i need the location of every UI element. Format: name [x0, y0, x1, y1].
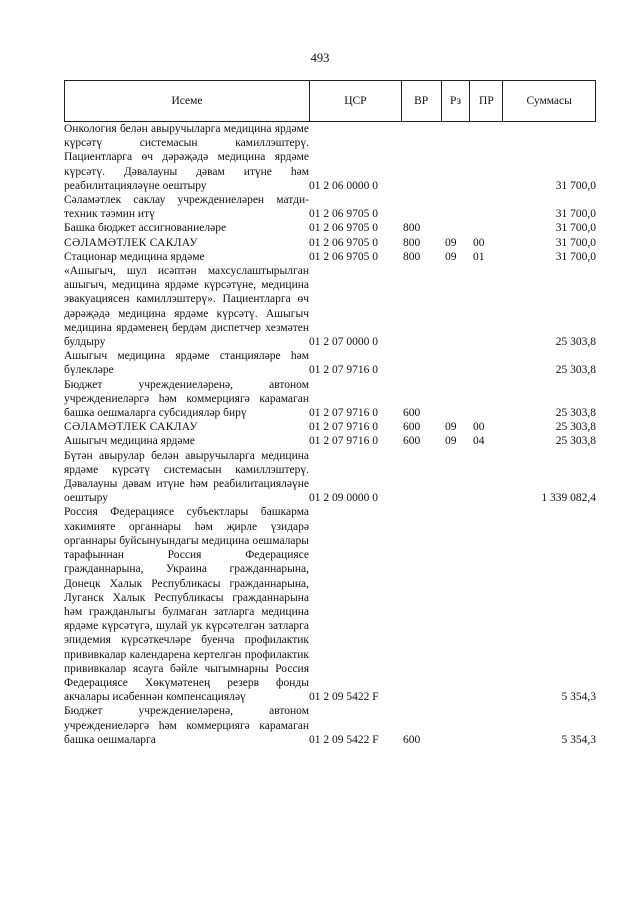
row-name: Сәламәтлек саклау учреждениеләрен матди-техник тәэмин итү [64, 194, 309, 221]
row-name: СӘЛАМӘТЛЕК САКЛАУ [64, 421, 198, 434]
row-pr: 00 [473, 236, 485, 249]
row-vr: 800 [403, 250, 421, 263]
row-sum: 25 303,8 [555, 421, 596, 434]
header-sum: Суммасы [502, 81, 595, 121]
row-name: Ашыгыч медицина ярдәме [64, 435, 195, 448]
row-vr: 600 [403, 733, 421, 746]
row-name: Бүтән авырулар белән авыручыларга медицина ярдәме күрсәтү системасын камиллэштерү. Дәвалауны дәвам итүне һәм реабилитацияләүне оештыру [64, 449, 309, 505]
row-sum: 25 303,8 [555, 407, 596, 420]
table-row [64, 449, 596, 506]
row-vr: 800 [403, 236, 421, 249]
row-name: Онкология белән авыручыларга медицина ярдәме күрсәтү системасын камиллэштерү. Пациентларга өч дәрәҗәдә медицина ярдәме күрсәтү. Дәвалауны дәвам итүне һәм реабилитацияләүне оештыру [64, 123, 309, 192]
row-sum: 5 354,3 [561, 691, 596, 704]
row-rz: 09 [445, 435, 457, 448]
row-vr: 600 [403, 421, 421, 434]
table-row [64, 704, 596, 747]
table-body [64, 122, 596, 747]
row-name: Башка бюджет ассигнованиеләре [64, 222, 227, 235]
table-row [64, 236, 596, 250]
row-csr: 01 2 07 9716 0 [309, 407, 378, 420]
row-csr: 01 2 07 9716 0 [309, 421, 378, 434]
header-rz: Рз [441, 81, 470, 121]
page-number: 493 [310, 51, 330, 65]
table-row [64, 434, 596, 448]
table-row [64, 193, 596, 221]
table-row [64, 349, 596, 377]
table-row [64, 250, 596, 264]
row-rz: 09 [445, 421, 457, 434]
table-row [64, 420, 596, 434]
row-rz: 09 [445, 236, 457, 249]
row-csr: 01 2 09 5422 F [309, 691, 379, 704]
row-sum: 25 303,8 [555, 364, 596, 377]
row-csr: 01 2 07 9716 0 [309, 435, 378, 448]
row-sum: 1 339 082,4 [541, 492, 596, 505]
table-row [64, 378, 596, 421]
row-sum: 31 700,0 [555, 208, 596, 221]
table-row [64, 505, 596, 704]
header-name: Исеме [171, 95, 203, 107]
row-csr: 01 2 06 9705 0 [309, 250, 378, 263]
row-sum: 31 700,0 [555, 250, 596, 263]
row-csr: 01 2 06 9705 0 [309, 222, 378, 235]
row-sum: 31 700,0 [555, 222, 596, 235]
row-vr: 600 [403, 435, 421, 448]
table-row [64, 264, 596, 349]
row-csr: 01 2 09 0000 0 [309, 492, 378, 505]
row-name: «Ашыгыч, шул исәптән махсуслаштырылган ашыгыч, медицина ярдәме күрсәтүне, медицина эвакуациясен камиллэштерү». Пациентларга өч дәрәҗәдә медицина ярдәме күрсәтү. Ашыгыч медицина ярдәменең бердәм диспетчер хезмәтен булдыру [64, 265, 309, 349]
row-csr: 01 2 06 9705 0 [309, 208, 378, 221]
header-csr: ЦСР [309, 81, 401, 121]
row-rz: 09 [445, 250, 457, 263]
header-pr: ПР [469, 81, 502, 121]
row-pr: 00 [473, 421, 485, 434]
row-csr: 01 2 07 0000 0 [309, 336, 378, 349]
header-vr: ВР [401, 81, 441, 121]
row-csr: 01 2 06 0000 0 [309, 179, 378, 192]
row-name: Бюджет учреждениеләренә, автоном учреждениеләргә һәм коммерциягә карамаган башка оешмаларга субсидияләр бирү [64, 378, 309, 420]
row-sum: 31 700,0 [555, 236, 596, 249]
row-sum: 5 354,3 [561, 733, 596, 746]
row-name: Бюджет учреждениеләренә, автоном учреждениеләргә һәм коммерциягә карамаган башка оешмаларга [64, 705, 309, 746]
row-sum: 31 700,0 [555, 179, 596, 192]
row-pr: 01 [473, 250, 485, 263]
row-name: Стационар медицина ярдәме [64, 250, 205, 263]
row-csr: 01 2 07 9716 0 [309, 364, 378, 377]
row-name: Россия Федерациясе субъектлары башкарма хакимияте органнары һәм җирле үзидарә органнары буйсынуындагы медицина оешмалары тарафыннан Россия Федерациясе гражданнарына, Украина гражданнарына, Донецк Халык Республикасы гражданнарына, Луганск Халык Республикасы гражданнарына һәм гражданлыгы булмаган затларга медицина ярдәме күрсәтүгә, шулай ук күрсәтелгән затларга эпидемия күрсәткечләре буенча профилактик прививкалар календарена кертелгән профилактик прививкалар ясауга бәйле чыгымнарны Россия Федерациясе Хөкүмәтенең резерв фонды акчалары исәбеннән компенсацияләү [64, 506, 309, 704]
row-sum: 25 303,8 [555, 435, 596, 448]
budget-table [64, 80, 596, 747]
row-name: Ашыгыч медицина ярдәме станцияләре һәм бүлекләре [64, 350, 309, 377]
row-csr: 01 2 09 5422 F [309, 733, 379, 746]
row-vr: 800 [403, 222, 421, 235]
row-csr: 01 2 06 9705 0 [309, 236, 378, 249]
table-row [64, 221, 596, 235]
table-row [64, 122, 596, 193]
row-name: СӘЛАМӘТЛЕК САКЛАУ [64, 236, 198, 249]
row-sum: 25 303,8 [555, 336, 596, 349]
row-pr: 04 [473, 435, 485, 448]
table-header [64, 80, 596, 122]
row-vr: 600 [403, 407, 421, 420]
